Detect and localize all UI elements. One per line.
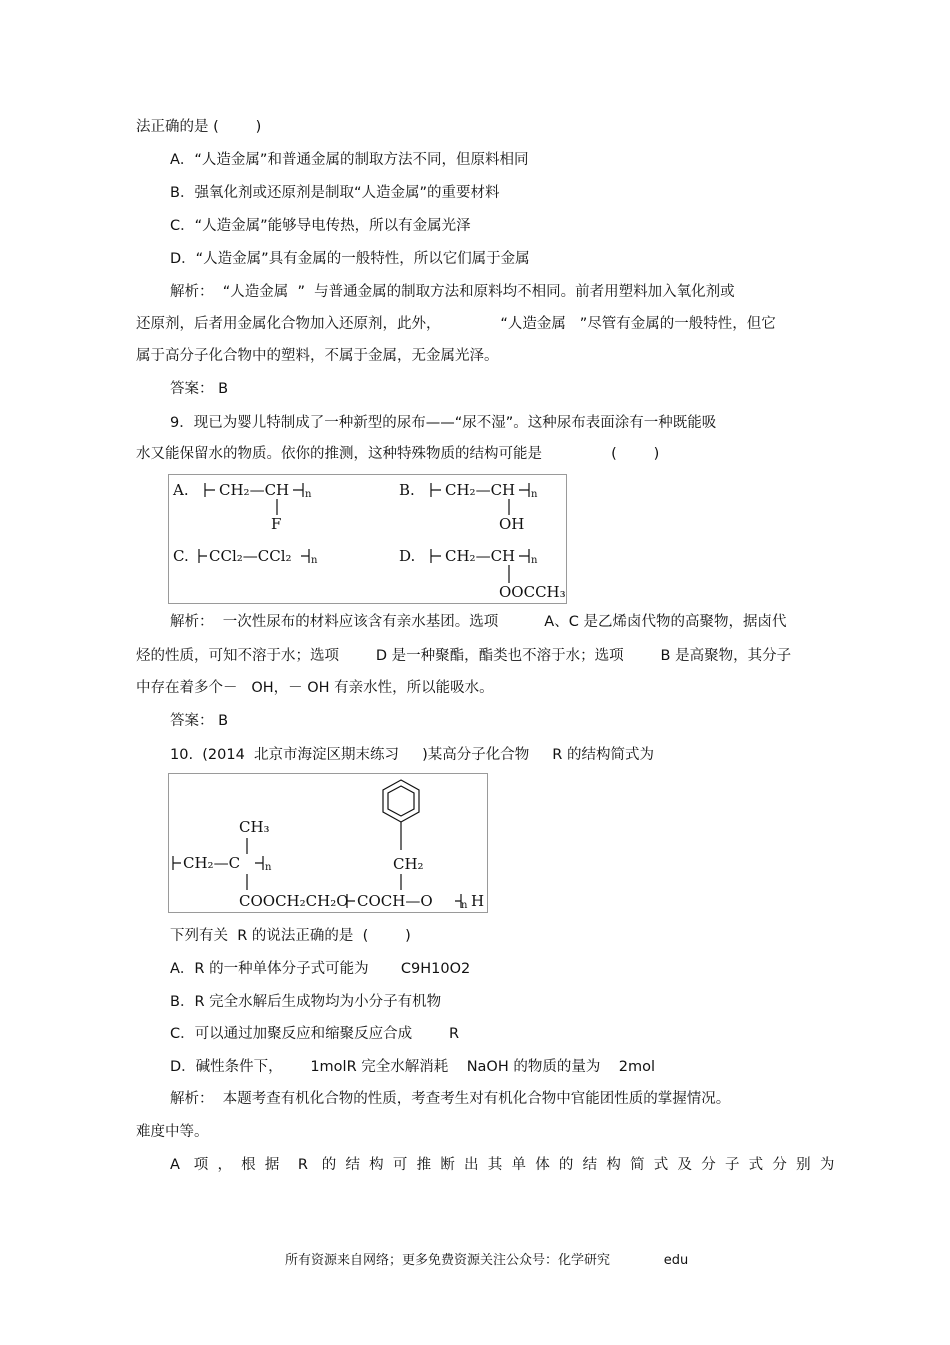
- q9-analysis-line-1: 解析： 一次性尿布的材料应该含有亲水基团。选项 A、C 是乙烯卤代物的高聚物，据卤代: [170, 614, 787, 630]
- q9-stem-line-1: 9．现已为婴儿特制成了一种新型的尿布——“尿不湿”。这种尿布表面涂有一种既能吸: [170, 415, 717, 431]
- q9-structure-figure: [168, 474, 567, 604]
- q9-label-c: C.: [173, 547, 189, 565]
- q9-sub-a: F: [271, 515, 282, 533]
- q9-label-a: A.: [173, 481, 189, 499]
- q10-n-left: n: [265, 862, 272, 873]
- q9-unit-c: CCl₂—CCl₂: [209, 547, 292, 565]
- q8-analysis-line-1: 解析： “人造金属 ” 与普通金属的制取方法和原料均不相同。前者用塑料加入氧化剂或: [170, 284, 735, 300]
- q10-n-right: n: [461, 900, 468, 911]
- q8-analysis-line-2: 还原剂，后者用金属化合物加入还原剂，此外， “人造金属 ”尽管有金属的一般特性，但它: [136, 316, 776, 332]
- q9-stem-line-2: 水又能保留水的物质。依你的推测，这种特殊物质的结构可能是 ( ): [136, 446, 660, 462]
- q8-option-c: C．“人造金属”能够导电传热，所以有金属光泽: [170, 218, 471, 234]
- q10-option-d: D．碱性条件下， 1molR 完全水解消耗 NaOH 的物质的量为 2mol: [170, 1059, 656, 1075]
- q9-label-d: D.: [399, 547, 416, 565]
- q10-left-unit: CH₂—C: [183, 854, 241, 872]
- q10-ch2-side: CH₂: [393, 855, 424, 873]
- q10-analysis-line-1: 解析： 本题考查有机化合物的性质，考查考生对有机化合物中官能团性质的掌握情况。: [170, 1091, 731, 1107]
- q9-sub-b: OH: [499, 515, 525, 533]
- q10-h-end: H: [471, 892, 485, 910]
- question-stem-tail: 法正确的是 ( ): [136, 119, 262, 135]
- q8-option-a: A．“人造金属”和普通金属的制取方法不同，但原料相同: [170, 152, 529, 168]
- q9-unit-d: CH₂—CH: [445, 547, 516, 565]
- q10-right-unit: COCH—O: [357, 892, 433, 910]
- q9-n-c: n: [311, 555, 318, 566]
- q10-ester-chain: COOCH₂CH₂O: [239, 892, 349, 910]
- q8-analysis-line-3: 属于高分子化合物中的塑料，不属于金属，无金属光泽。: [136, 348, 499, 364]
- page-footer: 所有资源来自网络；更多免费资源关注公众号：化学研究 edu: [285, 1253, 689, 1268]
- q9-label-b: B.: [399, 481, 415, 499]
- q9-analysis-line-3: 中存在着多个－ OH，－ OH 有亲水性，所以能吸水。: [136, 680, 494, 696]
- q10-option-c: C．可以通过加聚反应和缩聚反应合成 R: [170, 1026, 460, 1042]
- q10-ch3: CH₃: [239, 818, 270, 836]
- q10-structure-figure: [168, 773, 488, 913]
- q8-option-d: D．“人造金属”具有金属的一般特性，所以它们属于金属: [170, 251, 530, 267]
- q10-analysis-line-3: A 项 ， 根 据 R 的 结 构 可 推 断 出 其 单 体 的 结 构 简 式 及 分 子 式 分 别 为: [170, 1157, 835, 1173]
- q10-option-b: B．R 完全水解后生成物均为小分子有机物: [170, 994, 442, 1010]
- q9-analysis-line-2: 烃的性质，可知不溶于水；选项 D 是一种聚酯，酯类也不溶于水；选项 B 是高聚物，其分子: [136, 648, 792, 664]
- q10-stem: 10. (2014 北京市海淀区期末练习 )某高分子化合物 R 的结构简式为: [170, 747, 654, 763]
- q10-question: 下列有关 R 的说法正确的是 ( ): [170, 928, 411, 944]
- q9-unit-a: CH₂—CH: [219, 481, 290, 499]
- q9-n-b: n: [531, 489, 538, 500]
- q10-analysis-line-2: 难度中等。: [136, 1124, 209, 1140]
- q10-option-a: A．R 的一种单体分子式可能为 C9H10O2: [170, 961, 471, 977]
- q9-n-a: n: [305, 489, 312, 500]
- q8-option-b: B．强氧化剂或还原剂是制取“人造金属”的重要材料: [170, 185, 500, 201]
- q9-sub-d: OOCCH₃: [499, 583, 566, 601]
- q9-unit-b: CH₂—CH: [445, 481, 516, 499]
- q9-n-d: n: [531, 555, 538, 566]
- q8-answer: 答案： B: [170, 381, 229, 397]
- q9-answer: 答案： B: [170, 713, 229, 729]
